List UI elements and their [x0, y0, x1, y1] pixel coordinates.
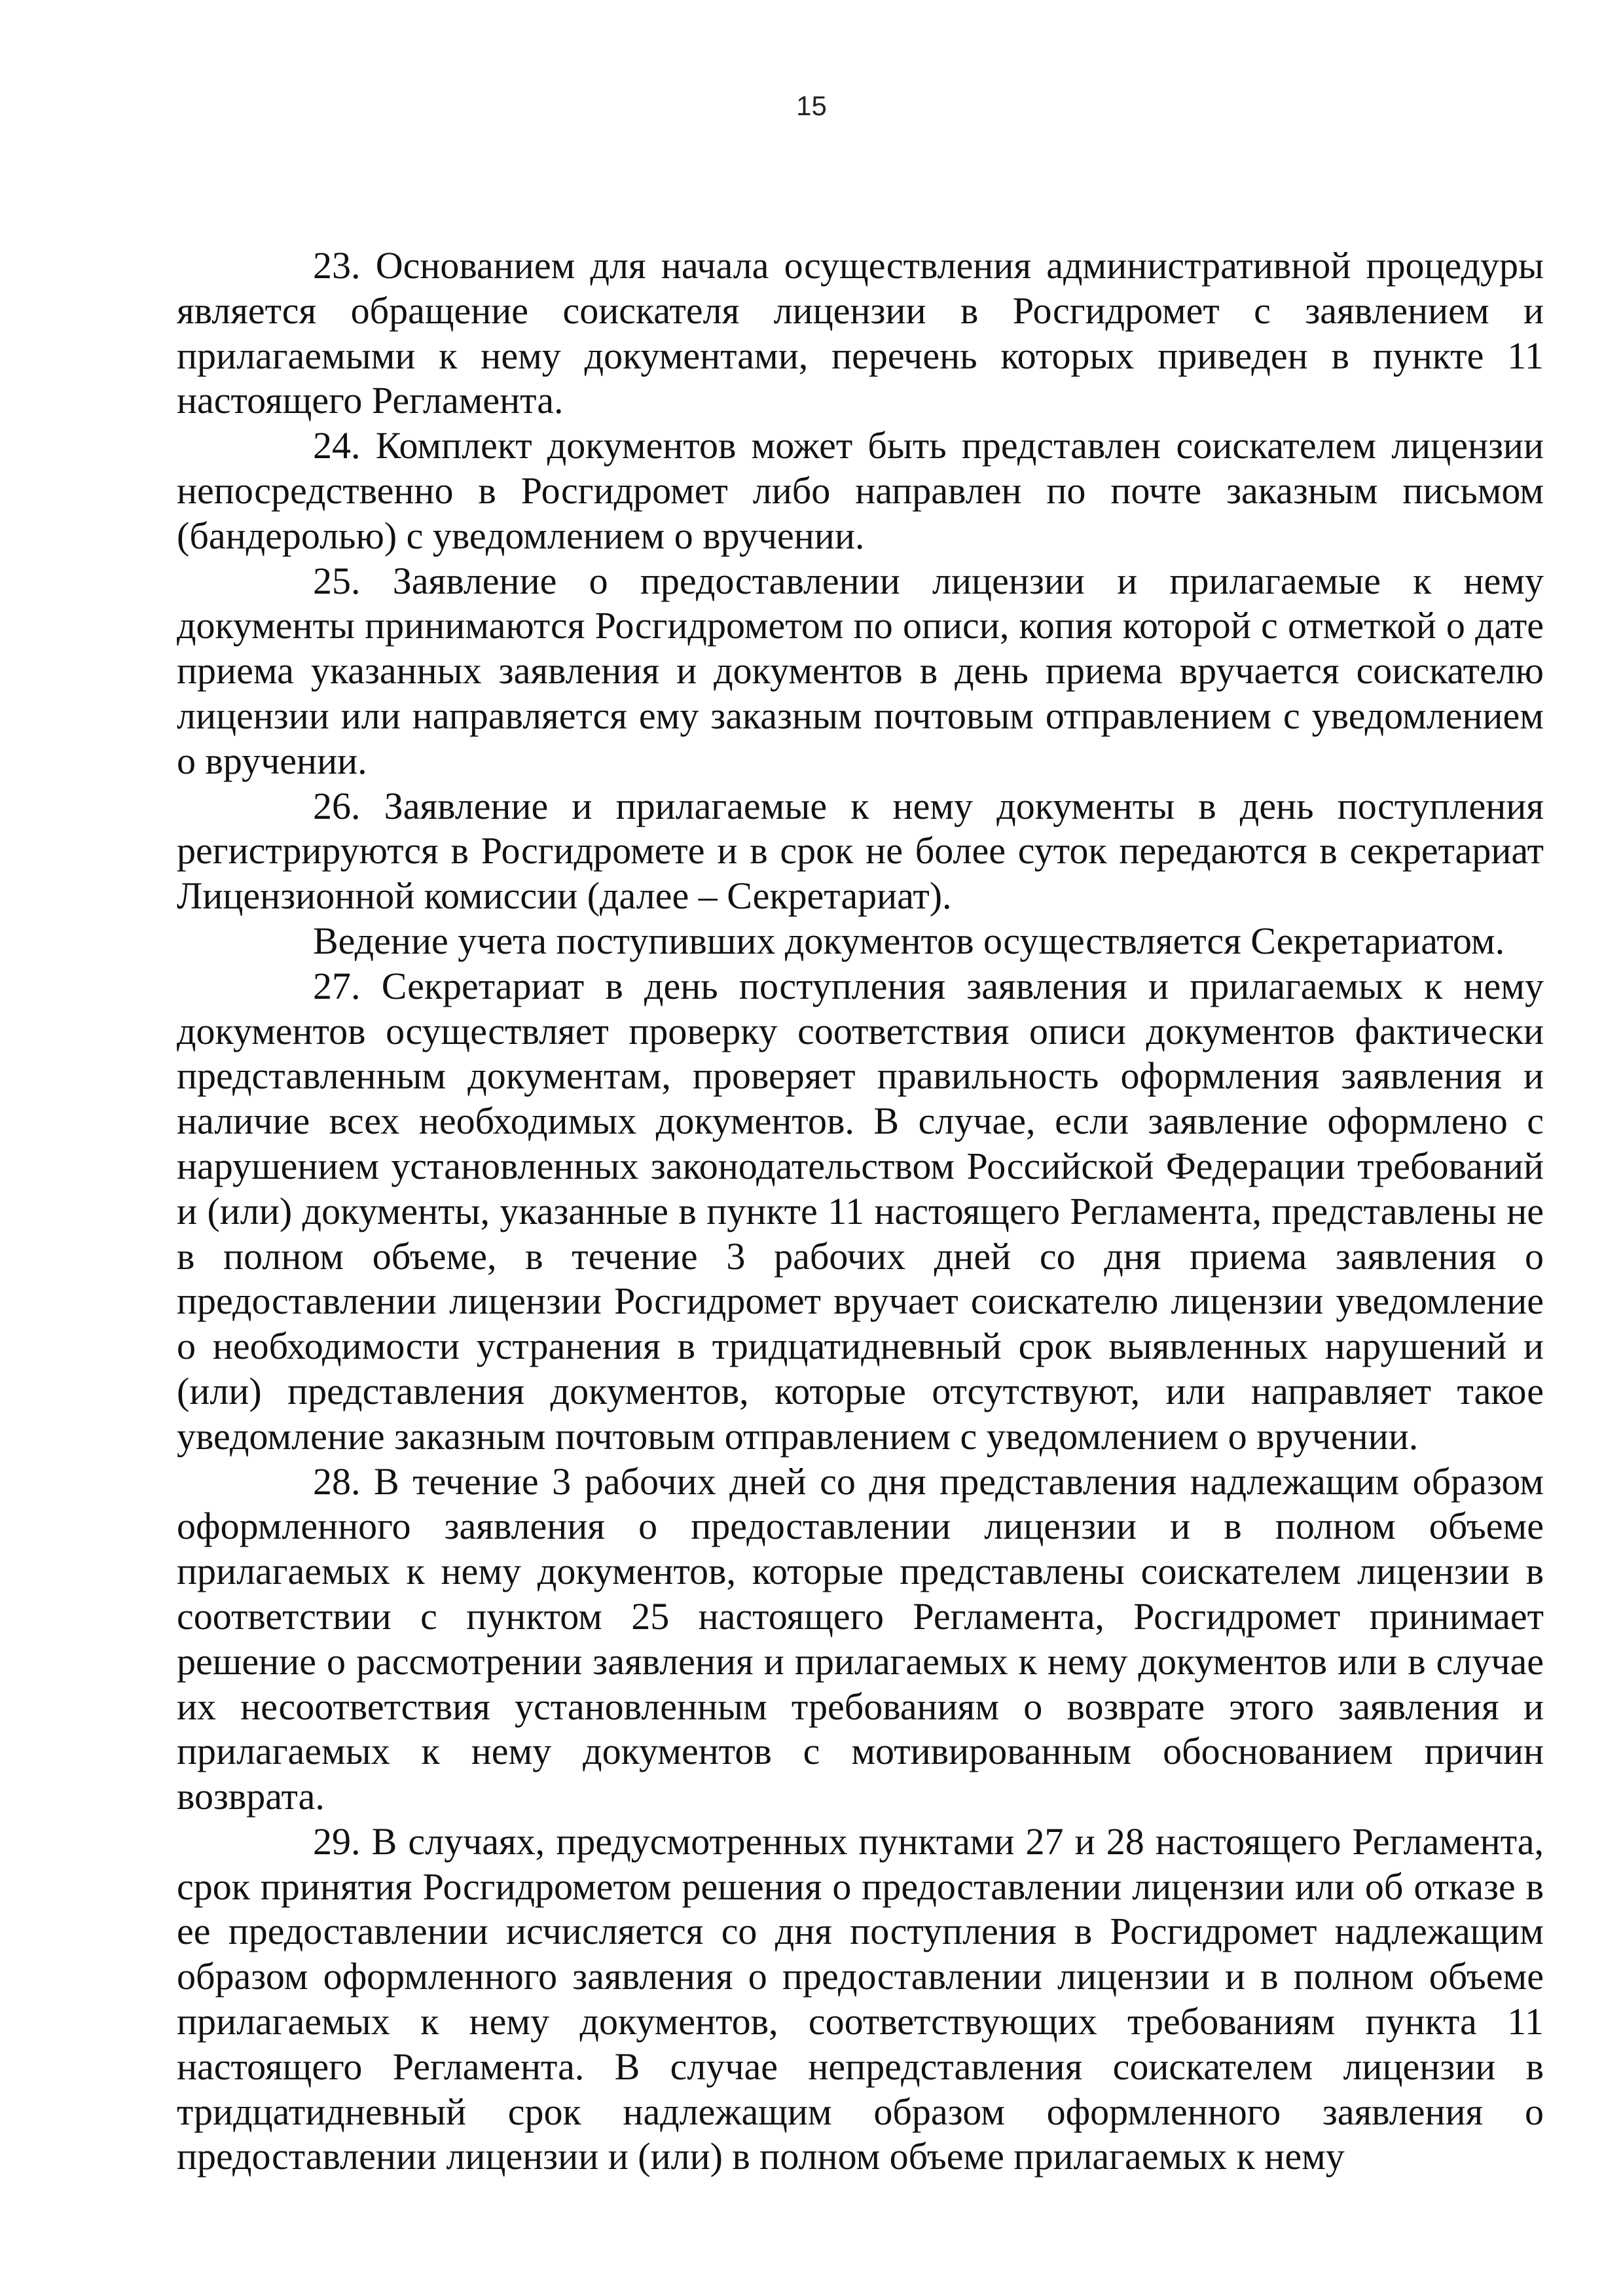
paragraph-25: 25. Заявление о предоставлении лицензии и прилагаемые к нему документы принимаются Росгидрометом по описи, копия которой с отметкой о дате приема указанных заявления и документов в день приема вручается соискателю лицензии или направляется ему заказным почтовым отправлением с уведомлением о вручении.	[177, 559, 1544, 782]
paragraph-24: 24. Комплект документов может быть представлен соискателем лицензии непосредственно в Росгидромет либо направлен по почте заказным письмом (бандеролью) с уведомлением о вручении.	[177, 424, 1544, 557]
paragraph-26-continuation: Ведение учета поступивших документов осуществляется Секретариатом.	[313, 919, 1505, 962]
paragraph-26: 26. Заявление и прилагаемые к нему документы в день поступления регистрируются в Росгидромете и в срок не более суток передаются в секретариат Лицензионной комиссии (далее – Секретариат).	[177, 784, 1544, 918]
paragraph-28: 28. В течение 3 рабочих дней со дня представления надлежащим образом оформленного заявления о предоставлении лицензии и в полном объеме прилагаемых к нему документов, которые представлены соискателем лицензии в соответствии с пунктом 25 настоящего Регламента, Росгидромет принимает решение о рассмотрении заявления и прилагаемых к нему документов или в случае их несоответствия установленным требованиям о возврате этого заявления и прилагаемых к нему документов с мотивированным обоснованием причин возврата.	[177, 1460, 1544, 1818]
paragraph-27: 27. Секретариат в день поступления заявления и прилагаемых к нему документов осуществляет проверку соответствия описи документов фактически представленным документам, проверяет правильность оформления заявления и наличие всех необходимых документов. В случае, если заявление оформлено с нарушением установленных законодательством Российской Федерации требований и (или) документы, указанные в пункте 11 настоящего Регламента, представлены не в полном объеме, в течение 3 рабочих дней со дня приема заявления о предоставлении лицензии Росгидромет вручает соискателю лицензии уведомление о необходимости устранения в тридцатидневный срок выявленных нарушений и (или) представления документов, которые отсутствуют, или направляет такое уведомление заказным почтовым отправлением с уведомлением о вручении.	[177, 964, 1544, 1458]
page-number: 15	[796, 90, 827, 121]
paragraph-23: 23. Основанием для начала осуществления административной процедуры является обращение соискателя лицензии в Росгидромет с заявлением и прилагаемыми к нему документами, перечень которых приведен в пункте 11 настоящего Регламента.	[177, 244, 1544, 422]
paragraph-29: 29. В случаях, предусмотренных пунктами 27 и 28 настоящего Регламента, срок принятия Росгидрометом решения о предоставлении лицензии или об отказе в ее предоставлении исчисляется со дня поступления в Росгидромет надлежащим образом оформленного заявления о предоставлении лицензии и в полном объеме прилагаемых к нему документов, соответствующих требованиям пункта 11 настоящего Регламента. В случае непредставления соискателем лицензии в тридцатидневный срок надлежащим образом оформленного заявления о предоставлении лицензии и (или) в полном объеме прилагаемых к нему	[177, 1820, 1544, 2178]
regulation-text	[177, 243, 1544, 2179]
